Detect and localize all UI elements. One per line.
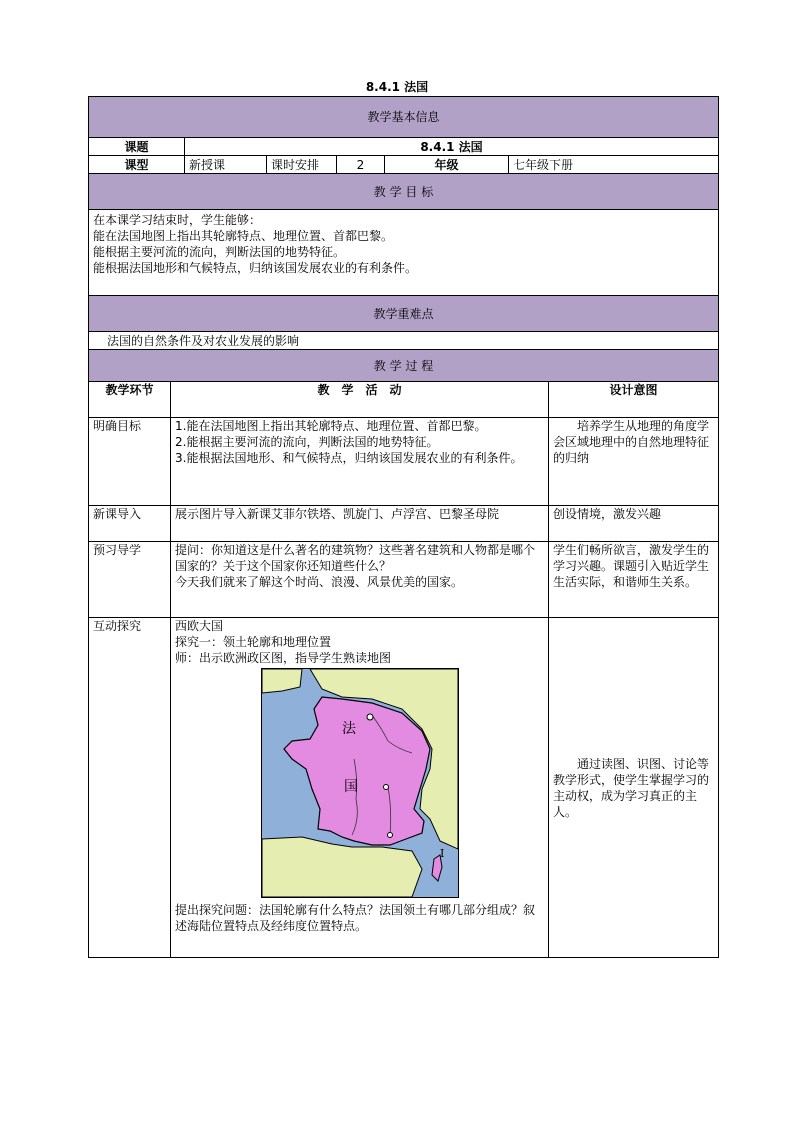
process-row-explore (89, 618, 719, 958)
activity-line: 1.能在法国地图上指出其轮廓特点、地理位置、首都巴黎。 (175, 419, 487, 433)
stage-cell: 互动探究 (89, 618, 171, 958)
city-marker (388, 833, 393, 838)
intent-cell: 培养学生从地理的角度学会区域地理中的自然地理特征的归纳 (549, 418, 719, 506)
topic-label: 课题 (89, 138, 185, 156)
stage-cell: 明确目标 (89, 418, 171, 506)
basic-info-header: 教学基本信息 (89, 97, 719, 138)
goal-line: 在本课学习结束时，学生能够： (93, 213, 262, 227)
activity-cell (171, 418, 549, 506)
map-label-guo: 国 (344, 779, 358, 795)
france-map-graphic (262, 669, 458, 897)
key-points-row (89, 332, 719, 350)
activity-line: 探究一：领土轮廓和地理位置 (175, 635, 332, 649)
stage-cell: 新课导入 (89, 506, 171, 542)
map-label-i: I (440, 847, 445, 860)
goal-line: 能根据主要河流的流向，判断法国的地势特征。 (93, 245, 346, 259)
goal-line: 能在法国地图上指出其轮廓特点、地理位置、首都巴黎。 (93, 229, 394, 243)
col-intent-header: 设计意图 (549, 382, 719, 418)
map-label-fa: 法 (342, 721, 356, 737)
key-points-header: 教学重难点 (89, 296, 719, 332)
process-header-row (89, 350, 719, 382)
stage-cell: 预习导学 (89, 542, 171, 618)
topic-row (89, 138, 719, 156)
lesson-plan-table (88, 96, 719, 958)
city-marker (367, 714, 373, 720)
key-points-header-row (89, 296, 719, 332)
type-value: 新授课 (185, 156, 267, 174)
activity-cell (171, 542, 549, 618)
process-row-intro (89, 506, 719, 542)
basic-info-header-row (89, 97, 719, 138)
grade-value: 七年级下册 (509, 156, 719, 174)
intent-cell: 通过读图、识图、讨论等教学形式，使学生掌握学习的主动权，成为学习真正的主人。 (549, 618, 719, 958)
france-map (261, 668, 459, 898)
activity-cell (171, 618, 549, 958)
goals-header: 教 学 目 标 (89, 174, 719, 210)
process-row-objectives (89, 418, 719, 506)
key-points-text: 法国的自然条件及对农业发展的影响 (89, 332, 719, 350)
type-label: 课型 (89, 156, 185, 174)
activity-line: 展示图片导入新课艾菲尔铁塔、凯旋门、卢浮宫、巴黎圣母院 (175, 507, 500, 521)
type-row (89, 156, 719, 174)
col-stage-label: 教学环节 (105, 383, 154, 397)
col-stage-header (89, 382, 171, 418)
activity-line: 西欧大国 (175, 619, 224, 633)
goals-content (89, 210, 719, 296)
activity-line: 师：出示欧洲政区图，指导学生熟读地图 (175, 651, 392, 665)
activity-line: 3.能根据法国地形、和气候特点，归纳该国发展农业的有利条件。 (175, 451, 523, 465)
goals-header-row (89, 174, 719, 210)
col-activity-header: 教 学 活 动 (171, 382, 549, 418)
goals-row (89, 210, 719, 296)
document-title: 8.4.1 法国 (365, 80, 429, 94)
process-row-preview (89, 542, 719, 618)
intent-cell: 创设情境，激发兴趣 (549, 506, 719, 542)
hours-label: 课时安排 (267, 156, 337, 174)
hours-value: 2 (337, 156, 385, 174)
activity-cell (171, 506, 549, 542)
activity-line: 提出探究问题：法国轮廓有什么特点？法国领土有哪几部分组成？叙述海陆位置特点及经纬度位置特点。 (175, 903, 536, 933)
topic-value: 8.4.1 法国 (185, 138, 719, 156)
activity-line: 2.能根据主要河流的流向，判断法国的地势特征。 (175, 435, 439, 449)
grade-label: 年级 (385, 156, 509, 174)
activity-line: 提问：你知道这是什么著名的建筑物？这些著名建筑和人物都是哪个国家的？关于这个国家你还知道些什么？ (175, 543, 536, 573)
process-header: 教 学 过 程 (89, 350, 719, 382)
city-marker (384, 785, 389, 790)
process-columns-row (89, 382, 719, 418)
activity-line: 今天我们就来了解这个时尚、浪漫、风景优美的国家。 (175, 575, 464, 589)
intent-cell: 学生们畅所欲言，激发学生的学习兴趣。课题引入贴近学生生活实际，和谐师生关系。 (549, 542, 719, 618)
goal-line: 能根据法国地形和气候特点，归纳该国发展农业的有利条件。 (93, 261, 418, 275)
